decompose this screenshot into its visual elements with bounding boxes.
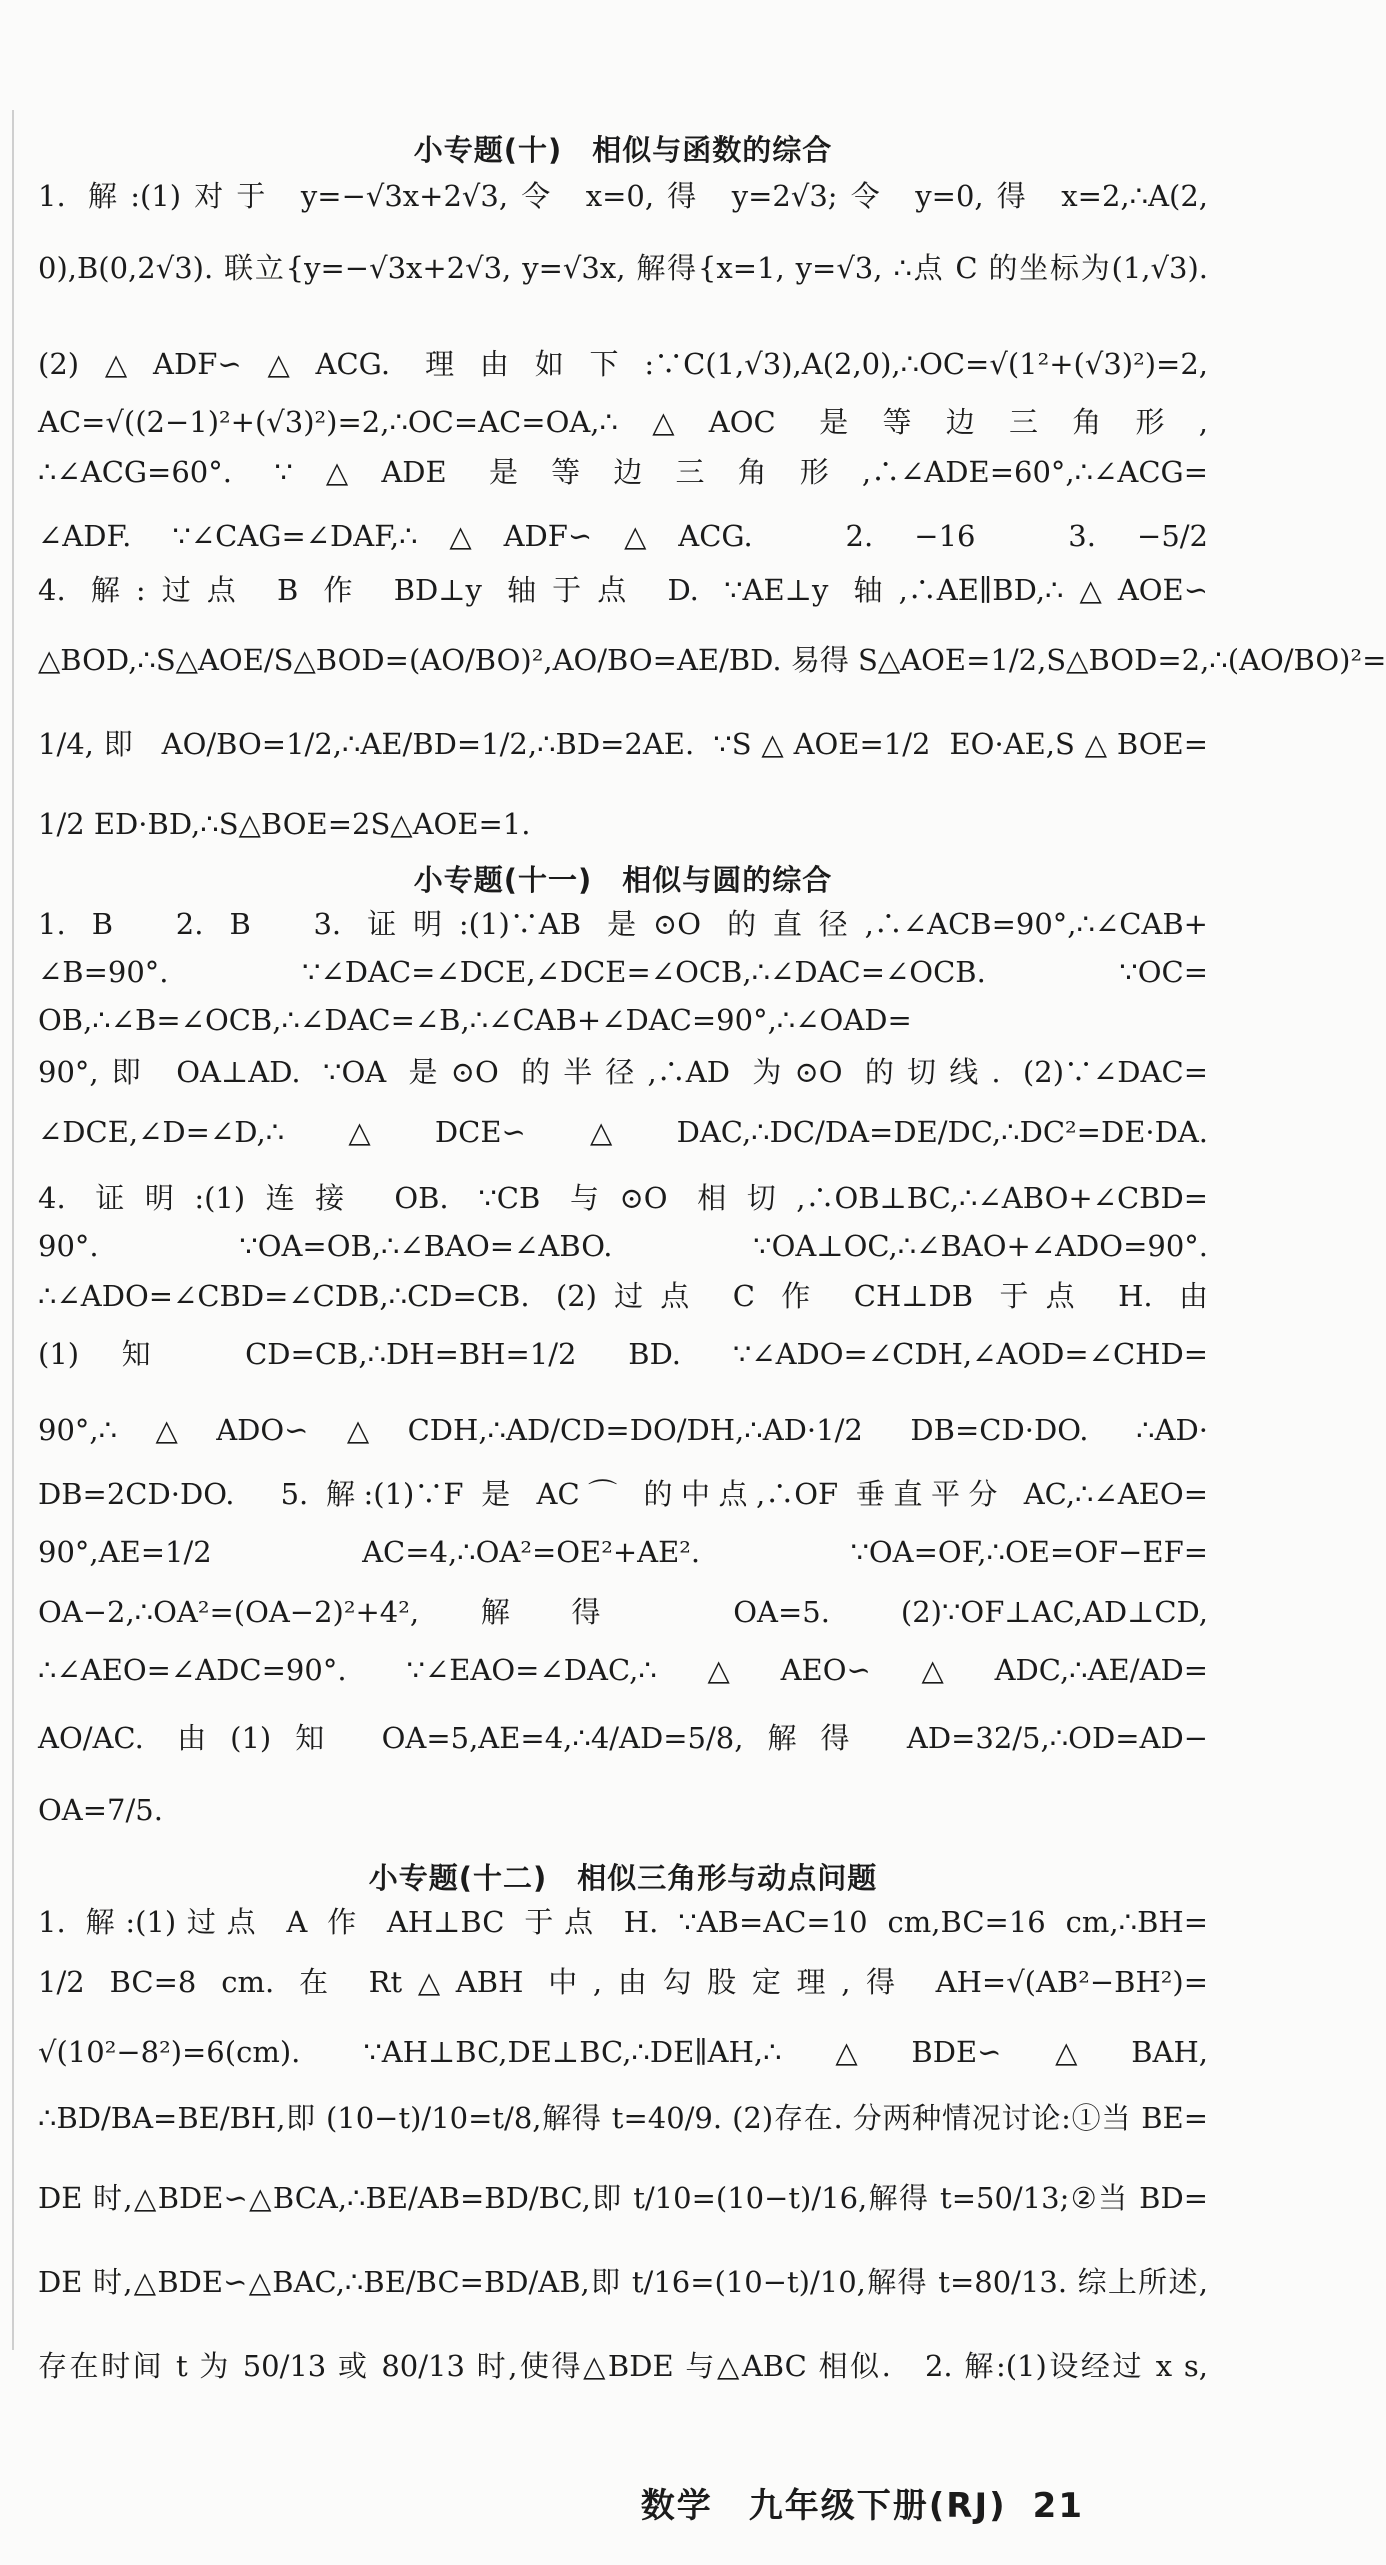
footer-book-title: 数学 九年级下册(RJ) xyxy=(640,2486,1007,2526)
text-line: 1/2 ED·BD,∴S△BOE=2S△AOE=1. xyxy=(38,807,531,841)
text-line: 1/2 BC=8 cm. 在 Rt△ABH 中,由勾股定理,得 AH=√(AB²−BH²)= xyxy=(38,1965,1208,1999)
text-line: ∠B=90°. ∵∠DAC=∠DCE,∠DCE=∠OCB,∴∠DAC=∠OCB. ∵OC= xyxy=(38,955,1208,989)
text-line: √(10²−8²)=6(cm). ∵AH⊥BC,DE⊥BC,∴DE∥AH,∴△BDE∽△BAH, xyxy=(38,2035,1208,2069)
text-line: 1. 解:(1)过点 A 作 AH⊥BC 于点 H. ∵AB=AC=10 cm,BC=16 cm,∴BH= xyxy=(38,1905,1208,1939)
text-line: △BOD,∴S△AOE/S△BOD=(AO/BO)²,AO/BO=AE/BD. 易得 S△AOE=1/2,S△BOD=2,∴(AO/BO)²= xyxy=(38,643,1386,677)
text-line: 1. B 2. B 3. 证明:(1)∵AB 是⊙O 的直径,∴∠ACB=90°,∴∠CAB+ xyxy=(38,907,1208,941)
text-line: 1. 解:(1)对于 y=−√3x+2√3,令 x=0,得 y=2√3;令 y=0,得 x=2,∴A(2, xyxy=(38,179,1208,213)
text-line: 4. 证明:(1)连接 OB. ∵CB 与⊙O 相切,∴OB⊥BC,∴∠ABO+∠CBD= xyxy=(38,1181,1208,1215)
text-line: 90°,AE=1/2 AC=4,∴OA²=OE²+AE². ∵OA=OF,∴OE=OF−EF= xyxy=(38,1535,1208,1569)
text-line: AC=√((2−1)²+(√3)²)=2,∴OC=AC=OA,∴△AOC 是等边三角形, xyxy=(38,405,1208,439)
section-title-11: 小专题(十一) 相似与圆的综合 xyxy=(413,863,833,897)
text-line: ∴∠ACG=60°. ∵△ADE 是等边三角形,∴∠ADE=60°,∴∠ACG= xyxy=(38,455,1208,489)
text-line: OA−2,∴OA²=(OA−2)²+4²,解得 OA=5. (2)∵OF⊥AC,AD⊥CD, xyxy=(38,1595,1208,1629)
text-line: 存在时间 t 为 50/13 或 80/13 时,使得△BDE 与△ABC 相似. 2. 解:(1)设经过 x s, xyxy=(38,2349,1208,2383)
text-line: ∴∠AEO=∠ADC=90°. ∵∠EAO=∠DAC,∴△AEO∽△ADC,∴AE/AD= xyxy=(38,1653,1208,1687)
text-line: 90°. ∵OA=OB,∴∠BAO=∠ABO. ∵OA⊥OC,∴∠BAO+∠ADO=90°. xyxy=(38,1229,1208,1263)
section-title-12: 小专题(十二) 相似三角形与动点问题 xyxy=(368,1861,878,1895)
text-line: OA=7/5. xyxy=(38,1793,163,1827)
text-line: 0),B(0,2√3). 联立{y=−√3x+2√3, y=√3x, 解得{x=1, y=√3, ∴点 C 的坐标为(1,√3). xyxy=(38,251,1208,285)
section-title-10: 小专题(十) 相似与函数的综合 xyxy=(413,133,833,167)
page-footer xyxy=(641,2478,1084,2527)
left-margin-rule xyxy=(12,110,14,2350)
text-line: 90°,∴△ADO∽△CDH,∴AD/CD=DO/DH,∴AD·1/2 DB=CD·DO. ∴AD· xyxy=(38,1413,1208,1447)
page-number: 21 xyxy=(1032,2486,1084,2526)
text-line: (1)知 CD=CB,∴DH=BH=1/2 BD. ∵∠ADO=∠CDH,∠AOD=∠CHD= xyxy=(38,1337,1208,1371)
text-line: DE 时,△BDE∽△BAC,∴BE/BC=BD/AB,即 t/16=(10−t)/10,解得 t=80/13. 综上所述, xyxy=(38,2265,1208,2299)
text-line: ∠DCE,∠D=∠D,∴△DCE∽△DAC,∴DC/DA=DE/DC,∴DC²=DE·DA. xyxy=(38,1115,1208,1149)
text-line: ∴BD/BA=BE/BH,即 (10−t)/10=t/8,解得 t=40/9. (2)存在. 分两种情况讨论:①当 BE= xyxy=(38,2101,1208,2135)
text-line: ∠ADF. ∵∠CAG=∠DAF,∴△ADF∽△ACG. 2. −16 3. −5/2 xyxy=(38,519,1208,553)
text-line: ∴∠ADO=∠CBD=∠CDB,∴CD=CB. (2)过点 C 作 CH⊥DB 于点 H. 由 xyxy=(38,1279,1208,1313)
text-line: 4. 解:过点 B 作 BD⊥y 轴于点 D. ∵AE⊥y 轴,∴AE∥BD,∴△AOE∽ xyxy=(38,573,1208,607)
text-line: 1/4,即 AO/BO=1/2,∴AE/BD=1/2,∴BD=2AE. ∵S△AOE=1/2 EO·AE,S△BOE= xyxy=(38,727,1208,761)
text-line: AO/AC. 由(1)知 OA=5,AE=4,∴4/AD=5/8,解得 AD=32/5,∴OD=AD− xyxy=(38,1721,1208,1755)
text-line: 90°,即 OA⊥AD. ∵OA 是⊙O 的半径,∴AD 为⊙O 的切线. (2)∵∠DAC= xyxy=(38,1055,1208,1089)
text-line: OB,∴∠B=∠OCB,∴∠DAC=∠B,∴∠CAB+∠DAC=90°,∴∠OAD= xyxy=(38,1003,912,1037)
text-line: (2)△ADF∽△ACG. 理由如下:∵C(1,√3),A(2,0),∴OC=√(1²+(√3)²)=2, xyxy=(38,347,1208,381)
text-line: DE 时,△BDE∽△BCA,∴BE/AB=BD/BC,即 t/10=(10−t)/16,解得 t=50/13;②当 BD= xyxy=(38,2181,1208,2215)
text-line: DB=2CD·DO. 5. 解:(1)∵F 是 AC⌒ 的中点,∴OF 垂直平分 AC,∴∠AEO= xyxy=(38,1477,1208,1511)
